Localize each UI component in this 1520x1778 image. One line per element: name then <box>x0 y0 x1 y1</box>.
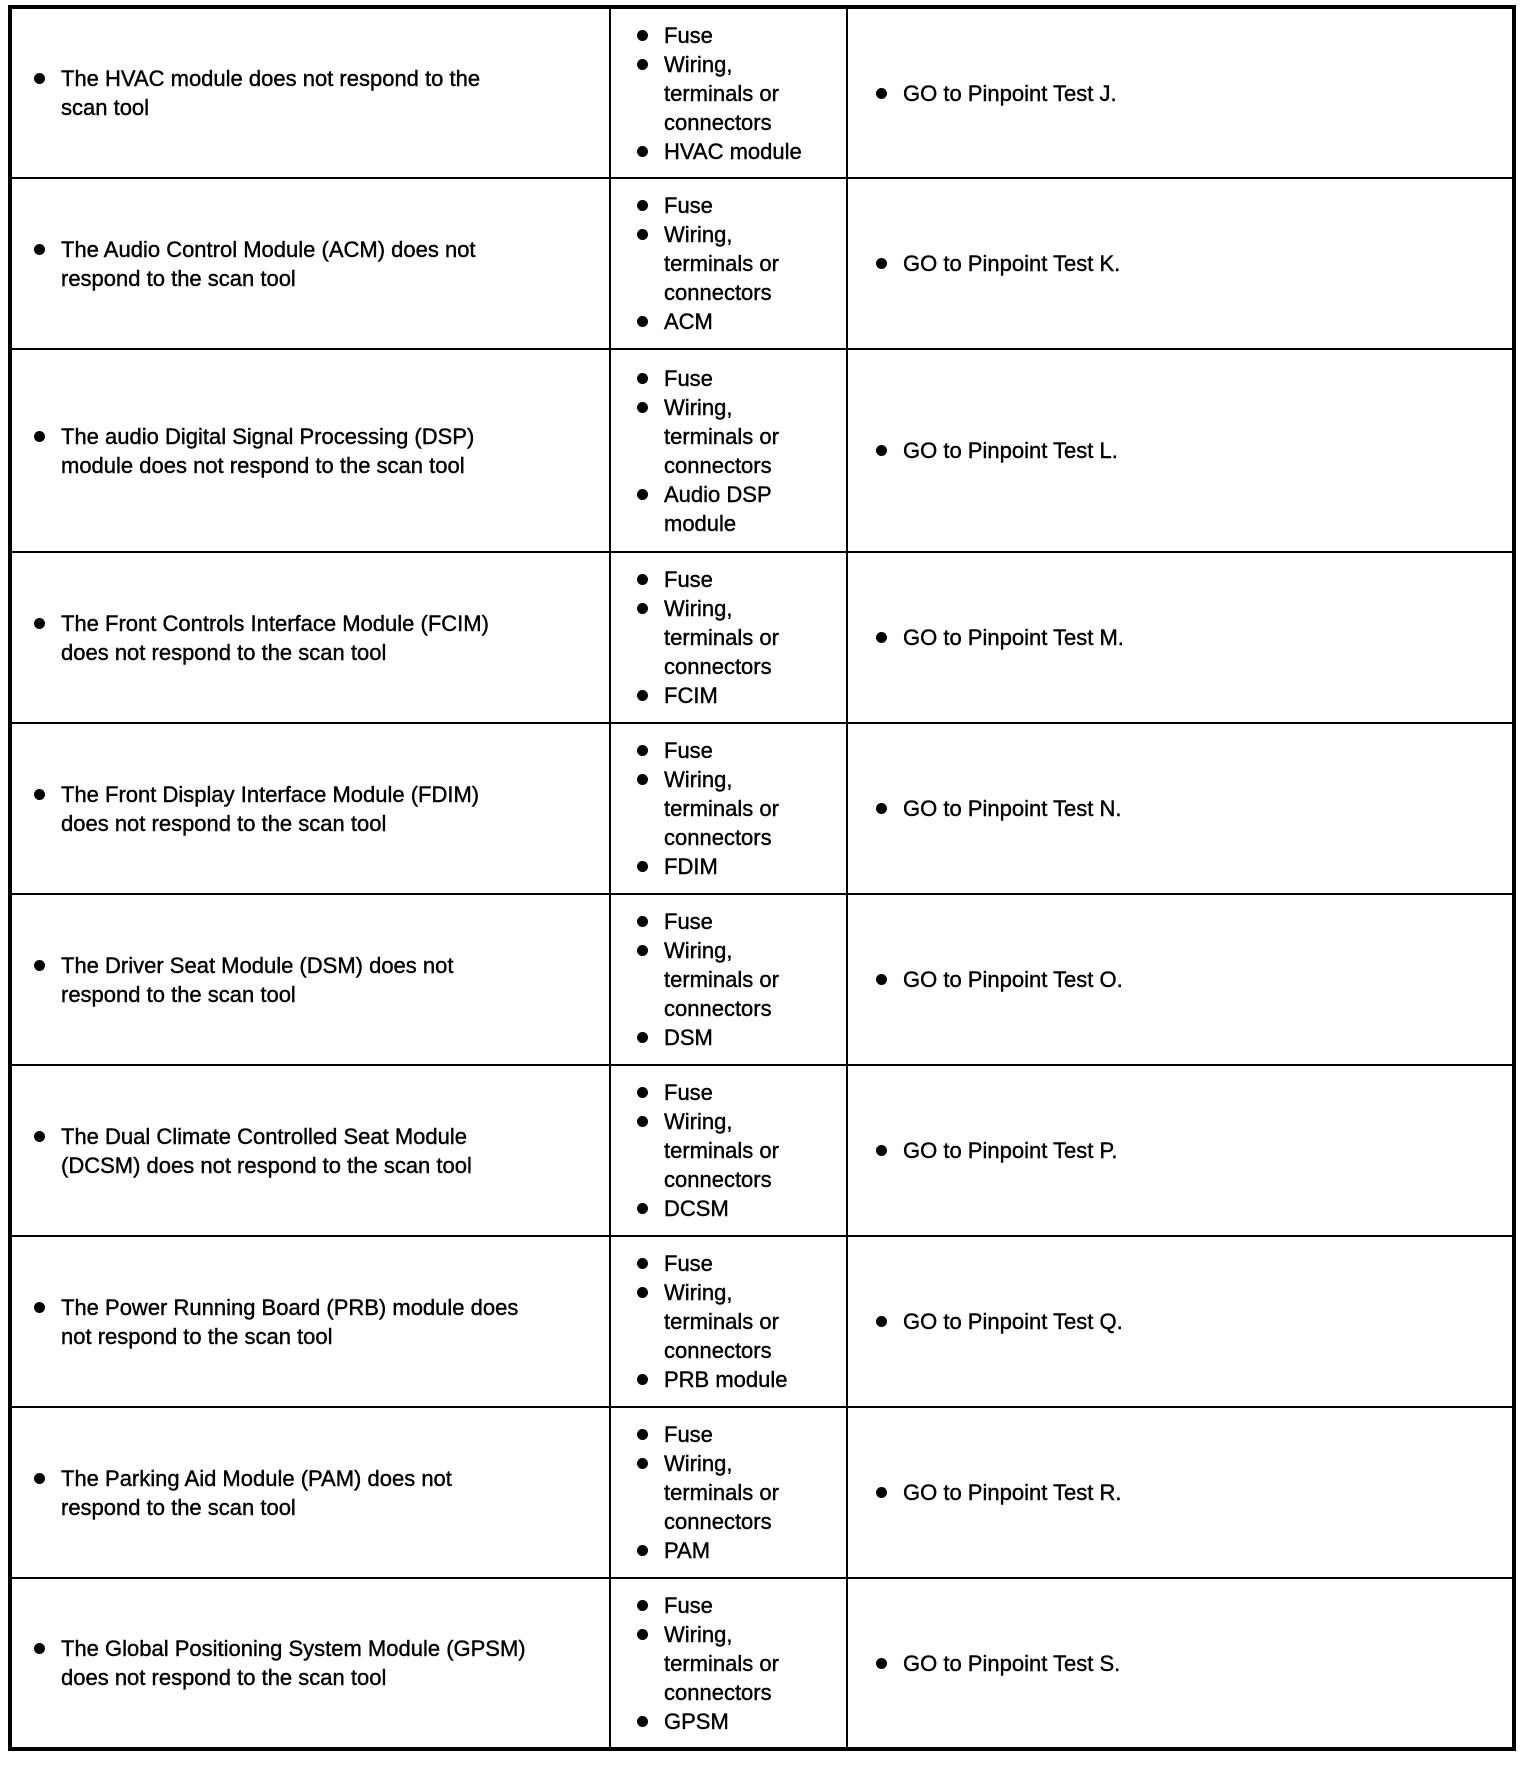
bullet-icon <box>637 1600 648 1611</box>
bullet-icon <box>34 73 45 84</box>
action-item <box>848 1478 1512 1507</box>
condition-text: The Audio Control Module (ACM) does not respond to the scan tool <box>61 236 476 291</box>
action-text: GO to Pinpoint Test L. <box>903 438 1118 463</box>
condition-item <box>12 1634 609 1692</box>
condition-item <box>12 64 609 122</box>
source-text: PRB module <box>664 1367 788 1392</box>
source-text: Fuse <box>664 1251 713 1276</box>
action-cell <box>847 1578 1514 1749</box>
source-text: Wiring, terminals or connectors <box>664 596 779 679</box>
source-item <box>637 1078 846 1107</box>
bullet-icon <box>637 745 648 756</box>
bullet-icon <box>637 1087 648 1098</box>
source-item <box>637 1365 846 1394</box>
source-item <box>637 681 846 710</box>
condition-text: The HVAC module does not respond to the scan tool <box>61 66 481 120</box>
table-row <box>10 1407 1514 1578</box>
source-item <box>637 21 846 50</box>
condition-text: The Power Running Board (PRB) module does not respond to the scan tool <box>61 1294 519 1349</box>
condition-cell <box>10 552 610 723</box>
source-item <box>637 1591 846 1620</box>
action-text: GO to Pinpoint Test S. <box>903 1650 1121 1676</box>
sources-cell <box>610 894 847 1065</box>
source-text: Fuse <box>664 567 713 592</box>
source-item <box>637 1278 846 1365</box>
bullet-icon <box>637 229 648 240</box>
action-item <box>848 1649 1512 1678</box>
condition-cell <box>10 1065 610 1236</box>
sources-cell <box>610 7 847 178</box>
bullet-icon <box>876 258 887 269</box>
source-item <box>637 1023 846 1052</box>
sources-cell <box>610 349 847 552</box>
action-text: GO to Pinpoint Test R. <box>903 1480 1122 1505</box>
bullet-icon <box>876 974 887 985</box>
bullet-icon <box>637 1429 648 1440</box>
bullet-icon <box>637 1258 648 1269</box>
source-item <box>637 936 846 1023</box>
bullet-icon <box>637 1545 648 1556</box>
source-text: Fuse <box>664 909 713 934</box>
condition-item <box>12 1464 609 1522</box>
bullet-icon <box>637 200 648 211</box>
sources-cell <box>610 1065 847 1236</box>
source-text: Fuse <box>664 365 713 391</box>
action-text: GO to Pinpoint Test O. <box>903 967 1123 992</box>
table-row <box>10 1065 1514 1236</box>
table-row <box>10 178 1514 349</box>
condition-item <box>12 1122 609 1180</box>
bullet-icon <box>637 402 648 413</box>
sources-cell <box>610 723 847 894</box>
source-text: Fuse <box>664 738 713 763</box>
source-item <box>637 1249 846 1278</box>
source-item <box>637 393 846 480</box>
condition-text: The Parking Aid Module (PAM) does not respond to the scan tool <box>61 1465 452 1520</box>
sources-cell <box>610 1236 847 1407</box>
condition-cell <box>10 349 610 552</box>
source-item <box>637 765 846 852</box>
condition-text: The Driver Seat Module (DSM) does not respond to the scan tool <box>61 952 454 1007</box>
source-text: PAM <box>664 1538 711 1563</box>
action-text: GO to Pinpoint Test Q. <box>903 1309 1123 1334</box>
source-text: GPSM <box>664 1708 729 1734</box>
action-cell <box>847 178 1514 349</box>
source-item <box>637 907 846 936</box>
action-item <box>848 1136 1512 1165</box>
source-text: Wiring, terminals or connectors <box>664 767 779 850</box>
action-text: GO to Pinpoint Test N. <box>903 796 1122 821</box>
source-item <box>637 1449 846 1536</box>
action-item <box>848 79 1512 108</box>
source-text: Fuse <box>664 1422 713 1447</box>
action-cell <box>847 7 1514 178</box>
source-text: FDIM <box>664 854 718 879</box>
bullet-icon <box>637 603 648 614</box>
bullet-icon <box>637 774 648 785</box>
action-cell <box>847 1407 1514 1578</box>
action-item <box>848 794 1512 823</box>
condition-item <box>12 422 609 480</box>
bullet-icon <box>34 1131 45 1142</box>
bullet-icon <box>637 1716 648 1727</box>
condition-item <box>12 780 609 838</box>
bullet-icon <box>637 30 648 41</box>
condition-cell <box>10 7 610 178</box>
source-item <box>637 736 846 765</box>
source-text: Wiring, terminals or connectors <box>664 51 779 135</box>
bullet-icon <box>34 431 45 442</box>
bullet-icon <box>34 1473 45 1484</box>
source-text: Wiring, terminals or connectors <box>664 938 779 1021</box>
bullet-icon <box>637 690 648 701</box>
source-text: HVAC module <box>664 138 802 164</box>
action-item <box>848 249 1512 278</box>
bullet-icon <box>637 489 648 500</box>
bullet-icon <box>876 803 887 814</box>
source-item <box>637 1620 846 1707</box>
table-row <box>10 349 1514 552</box>
action-cell <box>847 723 1514 894</box>
source-text: Fuse <box>664 22 713 48</box>
source-item <box>637 1194 846 1223</box>
table-row <box>10 1578 1514 1749</box>
source-text: Wiring, terminals or connectors <box>664 1280 779 1363</box>
sources-cell <box>610 1578 847 1749</box>
table-row <box>10 1236 1514 1407</box>
bullet-icon <box>637 1203 648 1214</box>
source-item <box>637 852 846 881</box>
table-row <box>10 552 1514 723</box>
condition-text: The Front Display Interface Module (FDIM) does not respond to the scan tool <box>61 781 480 836</box>
source-text: Wiring, terminals or connectors <box>664 1451 779 1534</box>
bullet-icon <box>637 146 648 157</box>
bullet-icon <box>637 1374 648 1385</box>
source-text: Fuse <box>664 193 713 218</box>
bullet-icon <box>876 445 887 456</box>
diagnostic-table-body <box>10 7 1514 1749</box>
bullet-icon <box>876 1658 887 1669</box>
action-item <box>848 436 1512 465</box>
condition-cell <box>10 1236 610 1407</box>
source-text: Wiring, terminals or connectors <box>664 1109 779 1192</box>
action-cell <box>847 1236 1514 1407</box>
action-cell <box>847 1065 1514 1236</box>
condition-cell <box>10 1578 610 1749</box>
sources-list <box>611 565 846 710</box>
source-text: Audio DSP module <box>664 481 772 536</box>
source-text: FCIM <box>664 683 718 708</box>
source-item <box>637 565 846 594</box>
action-item <box>848 623 1512 652</box>
source-item <box>637 1420 846 1449</box>
source-text: Wiring, terminals or connectors <box>664 222 779 305</box>
condition-text: The Front Controls Interface Module (FCIM) does not respond to the scan tool <box>61 610 489 665</box>
source-item <box>637 137 846 166</box>
bullet-icon <box>876 1145 887 1156</box>
bullet-icon <box>876 632 887 643</box>
source-item <box>637 220 846 307</box>
sources-list <box>611 1591 846 1736</box>
source-text: Wiring, terminals or connectors <box>664 1621 779 1705</box>
bullet-icon <box>637 945 648 956</box>
condition-item <box>12 609 609 667</box>
source-text: Wiring, terminals or connectors <box>664 394 779 478</box>
condition-cell <box>10 178 610 349</box>
bullet-icon <box>637 59 648 70</box>
bullet-icon <box>637 861 648 872</box>
action-text: GO to Pinpoint Test J. <box>903 80 1117 106</box>
action-item <box>848 965 1512 994</box>
source-item <box>637 1707 846 1736</box>
sources-cell <box>610 552 847 723</box>
condition-text: The Global Positioning System Module (GPSM) does not respond to the scan tool <box>61 1636 526 1690</box>
action-item <box>848 1307 1512 1336</box>
condition-item <box>12 235 609 293</box>
sources-list <box>611 364 846 538</box>
bullet-icon <box>34 618 45 629</box>
action-text: GO to Pinpoint Test K. <box>903 251 1121 276</box>
sources-cell <box>610 1407 847 1578</box>
bullet-icon <box>637 1458 648 1469</box>
condition-cell <box>10 894 610 1065</box>
bullet-icon <box>34 960 45 971</box>
bullet-icon <box>637 916 648 927</box>
condition-cell <box>10 723 610 894</box>
bullet-icon <box>876 1316 887 1327</box>
bullet-icon <box>34 789 45 800</box>
source-text: ACM <box>664 309 713 334</box>
bullet-icon <box>637 1629 648 1640</box>
bullet-icon <box>637 1116 648 1127</box>
table-row <box>10 7 1514 178</box>
diagnostic-table <box>8 5 1516 1751</box>
sources-list <box>611 191 846 336</box>
table-row <box>10 894 1514 1065</box>
bullet-icon <box>34 1643 45 1654</box>
condition-item <box>12 1293 609 1351</box>
action-cell <box>847 552 1514 723</box>
sources-list <box>611 1420 846 1565</box>
sources-list <box>611 1078 846 1223</box>
action-cell <box>847 894 1514 1065</box>
source-text: DSM <box>664 1025 713 1050</box>
sources-list <box>611 907 846 1052</box>
condition-item <box>12 951 609 1009</box>
condition-text: The audio Digital Signal Processing (DSP) module does not respond to the scan tool <box>61 423 475 478</box>
source-item <box>637 307 846 336</box>
sources-list <box>611 736 846 881</box>
bullet-icon <box>637 1032 648 1043</box>
source-item <box>637 191 846 220</box>
condition-cell <box>10 1407 610 1578</box>
bullet-icon <box>637 1287 648 1298</box>
action-cell <box>847 349 1514 552</box>
source-text: Fuse <box>664 1080 713 1105</box>
bullet-icon <box>876 1487 887 1498</box>
bullet-icon <box>637 373 648 384</box>
bullet-icon <box>637 316 648 327</box>
source-item <box>637 1536 846 1565</box>
source-item <box>637 364 846 393</box>
action-text: GO to Pinpoint Test M. <box>903 625 1124 650</box>
bullet-icon <box>637 574 648 585</box>
source-item <box>637 50 846 137</box>
source-item <box>637 594 846 681</box>
source-text: DCSM <box>664 1196 729 1221</box>
action-text: GO to Pinpoint Test P. <box>903 1138 1118 1163</box>
sources-list <box>611 21 846 166</box>
table-row <box>10 723 1514 894</box>
bullet-icon <box>876 88 887 99</box>
sources-cell <box>610 178 847 349</box>
sources-list <box>611 1249 846 1394</box>
bullet-icon <box>34 244 45 255</box>
bullet-icon <box>34 1302 45 1313</box>
source-item <box>637 1107 846 1194</box>
source-item <box>637 480 846 538</box>
source-text: Fuse <box>664 1592 713 1618</box>
condition-text: The Dual Climate Controlled Seat Module (DCSM) does not respond to the scan tool <box>61 1123 472 1178</box>
